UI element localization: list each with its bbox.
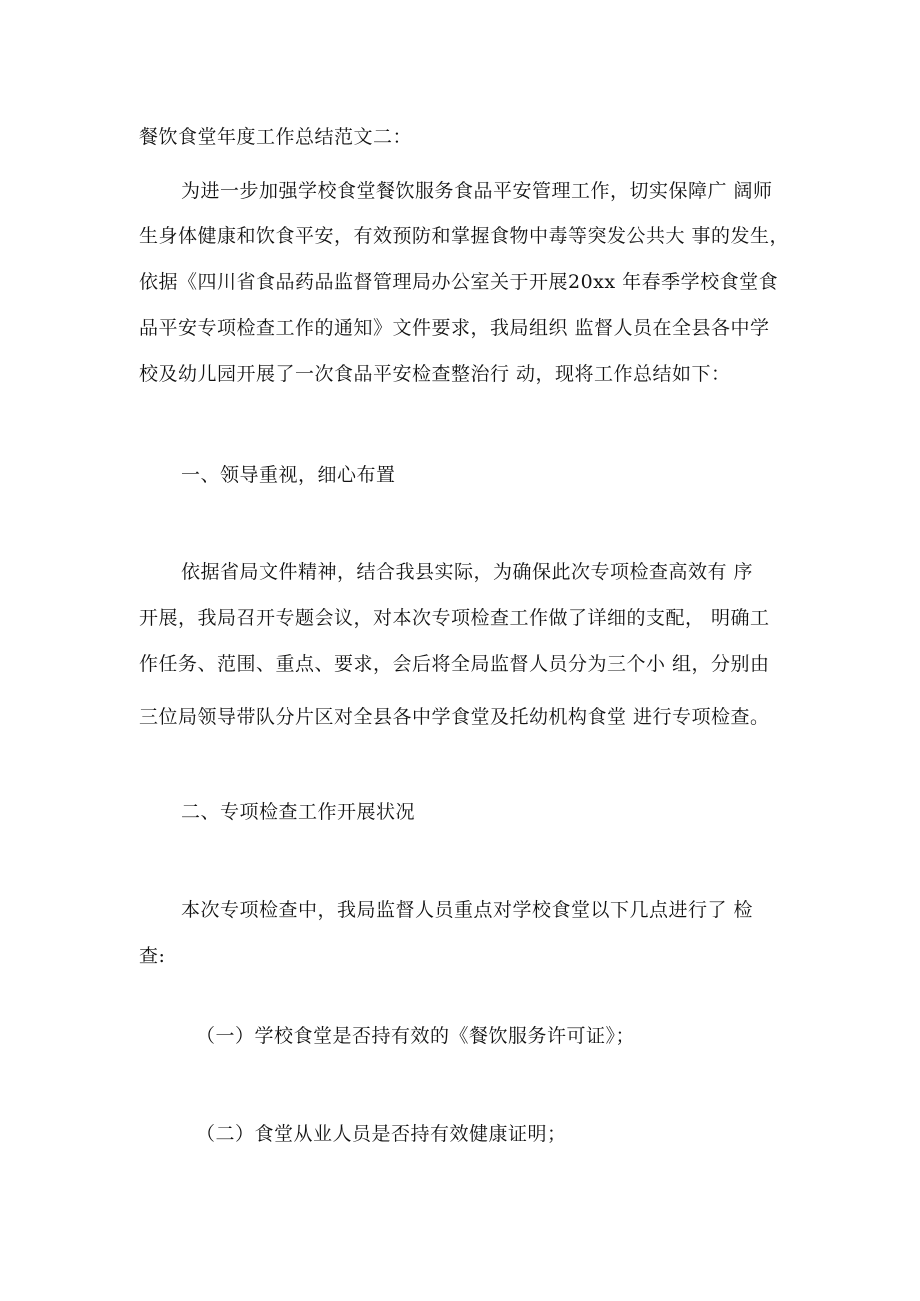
section1-heading: 一、领导重视，细心布置 — [181, 464, 396, 486]
section1-line-2: 开展，我局召开专题会议，对本次专项检查工作做了详细的支配， 明确工 — [139, 607, 770, 629]
intro-line-2: 生身体健康和饮食平安，有效预防和掌握食物中毒等突发公共大 事的发生， — [139, 225, 790, 247]
check-item-2: （二）食堂从业人员是否持有效健康证明； — [196, 1123, 567, 1145]
section1-line-1: 依据省局文件精神，结合我县实际，为确保此次专项检查高效有 序 — [181, 561, 754, 583]
check-item-1: （一）学校食堂是否持有效的《餐饮服务许可证》； — [196, 1025, 636, 1047]
section2-line-1: 本次专项检查中，我局监督人员重点对学校食堂以下几点进行了 检 — [181, 899, 754, 921]
intro-line-1: 为进一步加强学校食堂餐饮服务食品平安管理工作，切实保障广 阔师 — [181, 180, 773, 202]
section2-line-2: 查: — [139, 945, 166, 967]
section2-heading: 二、专项检查工作开展状况 — [181, 801, 416, 823]
intro-line-5: 校及幼儿园开展了一次食品平安检查整治行 动，现将工作总结如下： — [139, 363, 731, 385]
section1-line-3: 作任务、范围、重点、要求，会后将全局监督人员分为三个小 组，分别由 — [139, 653, 770, 675]
document-title: 餐饮食堂年度工作总结范文二： — [139, 126, 413, 148]
intro-line-4: 品平安专项检查工作的通知》文件要求，我局组织 监督人员在全县各中学 — [139, 317, 770, 339]
intro-line-3: 依据《四川省食品药品监督管理局办公室关于开展20xx 年春季学校食堂食 — [139, 271, 779, 293]
section1-line-4: 三位局领导带队分片区对全县各中学食堂及托幼机构食堂 进行专项检查。 — [139, 706, 770, 728]
